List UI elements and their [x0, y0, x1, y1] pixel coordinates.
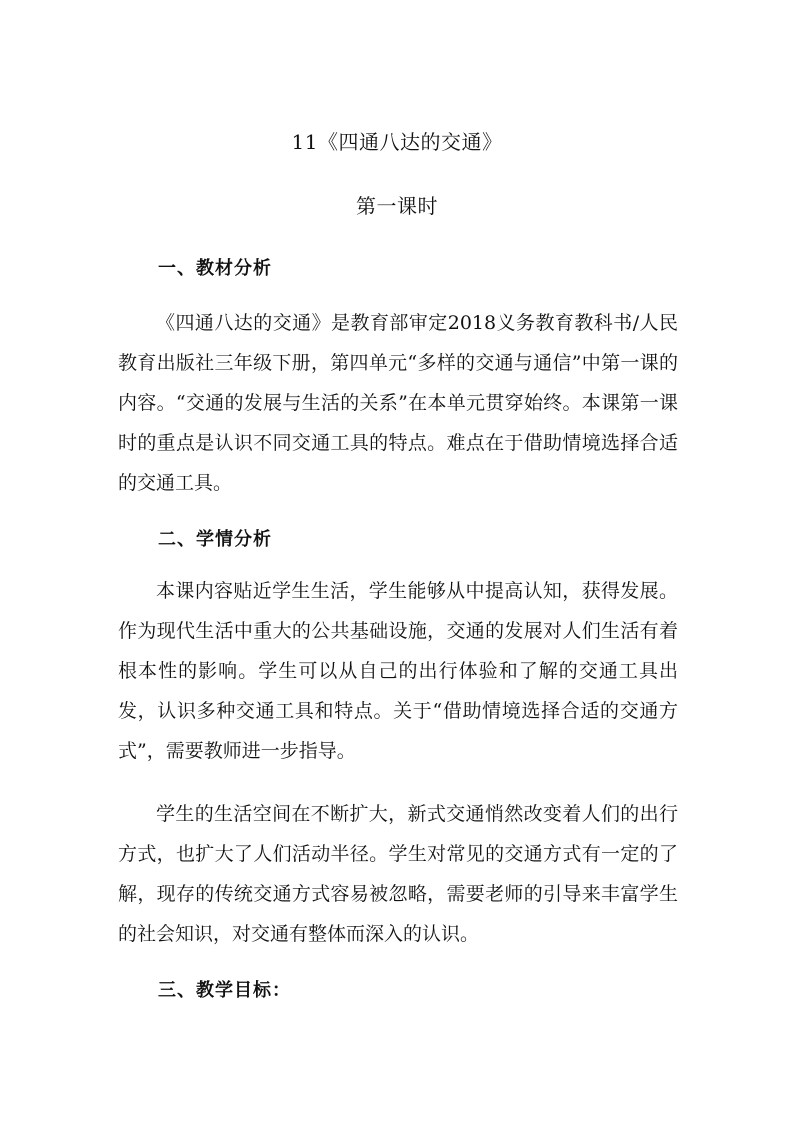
section-heading-teaching-goals: 三、教学目标：	[158, 980, 291, 1001]
paragraph-textbook-analysis: 《四通八达的交通》是教育部审定2018义务教育教科书/人民教育出版社三年级下册，第四单元“多样的交通与通信”中第一课的内容。“交通的发展与生活的关系”在本单元贯穿始终。本课第一课时的重点是认识不同交通工具的特点。难点在于借助情境选择合适的交通工具。	[118, 312, 678, 494]
section-heading-student-analysis: 二、学情分析	[158, 529, 272, 550]
section-heading-textbook-analysis: 一、教材分析	[158, 258, 272, 279]
paragraph-student-analysis-2: 学生的生活空间在不断扩大，新式交通悄然改变着人们的出行方式，也扩大了人们活动半径。学生对常见的交通方式有一定的了解，现存的传统交通方式容易被忽略，需要老师的引导来丰富学生的社会知识，对交通有整体而深入的认识。	[118, 803, 678, 945]
lesson-period-subtitle: 第一课时	[356, 194, 438, 218]
document-title: 11《四通八达的交通》	[291, 130, 503, 154]
paragraph-student-analysis-1: 本课内容贴近学生生活，学生能够从中提高认知，获得发展。作为现代生活中重大的公共基础设施，交通的发展对人们生活有着根本性的影响。学生可以从自己的出行体验和了解的交通工具出发，认识多种交通工具和特点。关于“借助情境选择合适的交通方式”，需要教师进一步指导。	[118, 580, 678, 762]
